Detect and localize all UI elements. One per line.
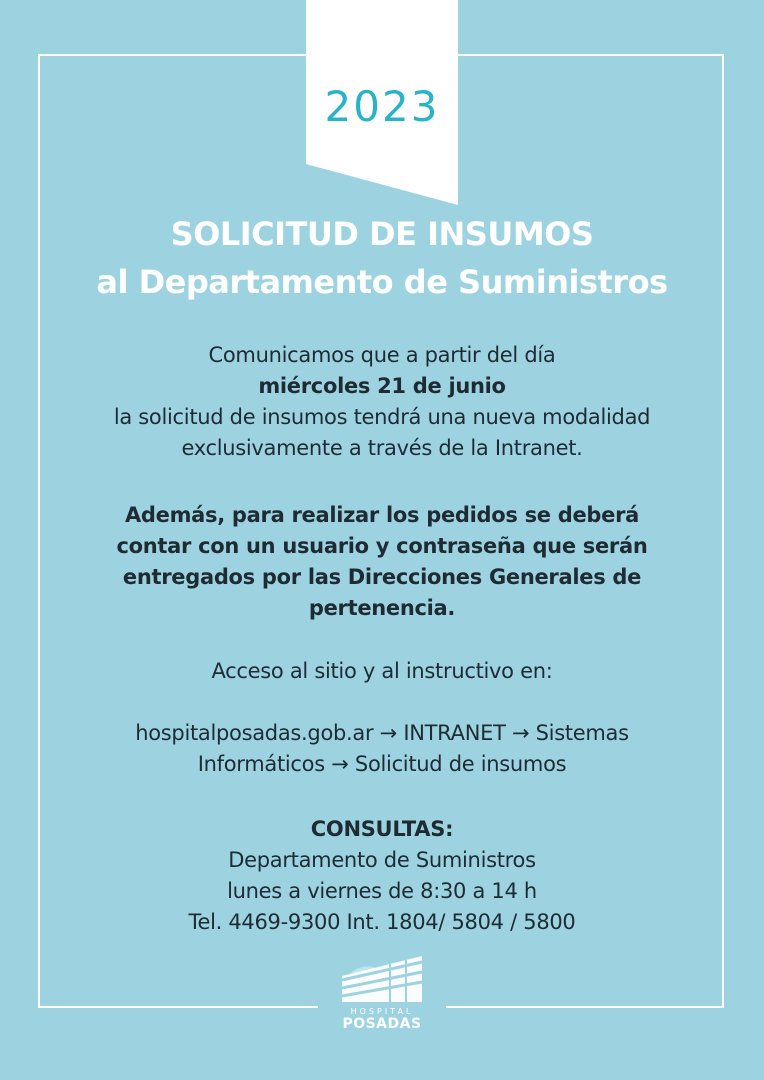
- notice-line-4: pertenencia.: [308, 596, 456, 620]
- access-path-line-1: hospitalposadas.gob.ar → INTRANET → Sistemas: [135, 721, 629, 745]
- notice-line-1: Además, para realizar los pedidos se deberá: [124, 503, 640, 527]
- contact-department: Departamento de Suministros: [228, 848, 536, 872]
- intro-line-4: exclusivamente a través de la Intranet.: [181, 436, 583, 460]
- notice-line-3: entregados por las Direcciones Generales de: [122, 565, 642, 589]
- intro-line-1: Comunicamos que a partir del día: [208, 343, 556, 367]
- access-path-line-2: Informáticos → Solicitud de insumos: [197, 752, 567, 776]
- notice-line-2: contar con un usuario y contraseña que serán: [116, 534, 648, 558]
- year-label: 2023: [324, 82, 440, 131]
- intro-line-3: la solicitud de insumos tendrá una nueva modalidad: [113, 405, 651, 429]
- contact-phone: Tel. 4469-9300 Int. 1804/ 5804 / 5800: [188, 910, 576, 934]
- logo-name: POSADAS: [342, 1016, 422, 1032]
- contact-heading: CONSULTAS:: [310, 817, 454, 841]
- access-label: Acceso al sitio y al instructivo en:: [211, 659, 553, 683]
- intro-date: miércoles 21 de junio: [258, 374, 506, 398]
- contact-hours: lunes a viernes de 8:30 a 14 h: [227, 879, 537, 903]
- title-line-1: SOLICITUD DE INSUMOS: [170, 215, 594, 253]
- title-line-2: al Departamento de Suministros: [96, 263, 668, 301]
- logo-small-text: HOSPITAL: [350, 1007, 414, 1016]
